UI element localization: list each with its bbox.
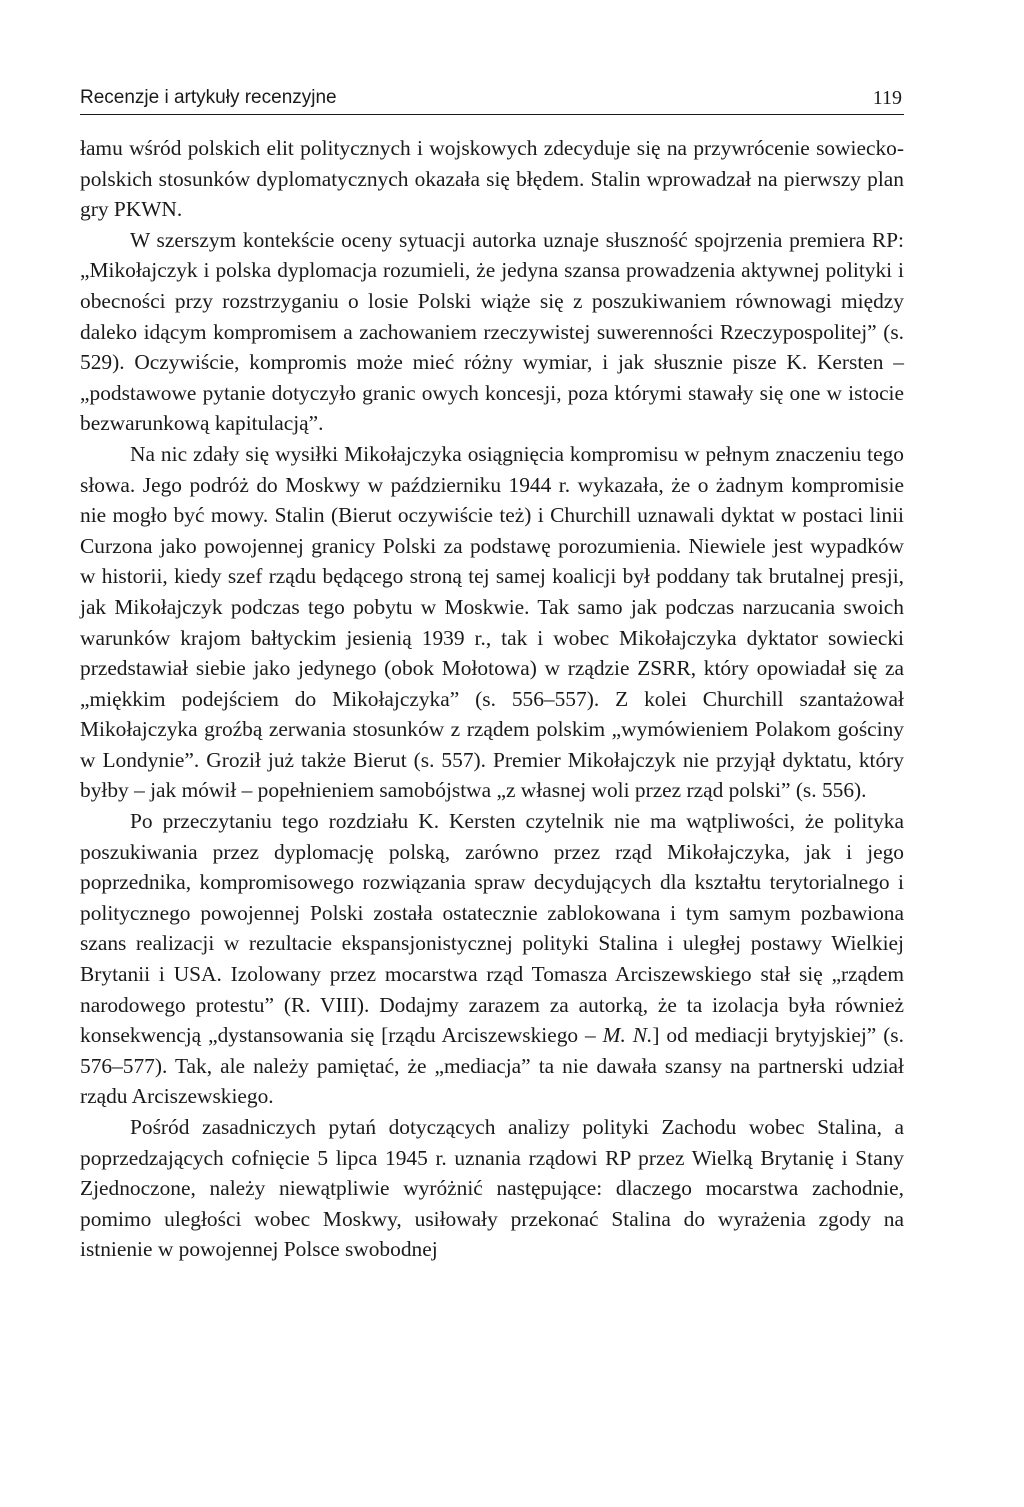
body-text xyxy=(80,133,904,1265)
paragraph-5: Pośród zasadniczych pytań dotyczących analizy polityki Zachodu wobec Stalina, a poprzedzających cofnięcie 5 lipca 1945 r. uznania rządowi RP przez Wielką Brytanię i Stany Zjednoczone, należy niewątpliwie wyróżnić następujące: dlaczego mocarstwa zachodnie, pomimo uległości wobec Moskwy, usiłowały przekonać Stalina do wyrażenia zgody na istnienie w powojennej Polsce swobodnej xyxy=(80,1115,904,1262)
running-header xyxy=(80,86,904,115)
running-title: Recenzje i artykuły recenzyjne xyxy=(80,87,337,108)
paragraph-2: W szerszym kontekście oceny sytuacji autorka uznaje słuszność spojrzenia premiera RP: „Mikołajczyk i polska dyplomacja rozumieli, że jedyna szansa prowadzenia aktywnej polityki i obecności przy rozstrzyganiu o losie Polski wiąże się z poszukiwaniem równowagi między daleko idącym kompromisem a zachowaniem rzeczywistej suwerenności Rzeczypospolitej” (s. 529). Oczywiście, kompromis może mieć różny wymiar, i jak słusznie pisze K. Kersten – „podstawowe pytanie dotyczyło granic owych koncesji, poza którymi stawały się one w istocie bezwarunkową kapitulacją”. xyxy=(80,227,904,436)
paragraph-1: łamu wśród polskich elit politycznych i wojskowych zdecyduje się na przywrócenie sowiecko-polskich stosunków dyplomatycznych okazała się błędem. Stalin wprowadzał na pierwszy plan gry PKWN. xyxy=(80,136,904,222)
paragraph-3: Na nic zdały się wysiłki Mikołajczyka osiągnięcia kompromisu w pełnym znaczeniu tego słowa. Jego podróż do Moskwy w październiku 1944 r. wykazała, że o żadnym kompromisie nie mogło być mowy. Stalin (Bierut oczywiście też) i Churchill uznawali dyktat w postaci linii Curzona jako powojennej granicy Polski za podstawę porozumienia. Niewiele jest wypadków w historii, kiedy szef rządu będącego stroną tej samej koalicji był poddany tak brutalnej presji, jak Mikołajczyk podczas tego pobytu w Moskwie. Tak samo jak podczas narzucania swoich warunków krajom bałtyckim jesienią 1939 r., tak i wobec Mikołajczyka dyktator sowiecki przedstawiał siebie jako jedynego (obok Mołotowa) w rządzie ZSRR, który opowiadał się za „miękkim podejściem do Mikołajczyka” (s. 556–557). Z kolei Churchill szantażował Mikołajczyka groźbą zerwania stosunków z rządem polskim „wymówieniem Polakom gościny w Londynie”. Groził już także Bierut (s. 557). Premier Mikołajczyk nie przyjął dyktatu, który byłby – jak mówił – popełnieniem samobójstwa „z własnej woli przez rząd polski” (s. 556). xyxy=(80,441,904,803)
author-initials: M. N. xyxy=(602,1023,653,1048)
page-number: 119 xyxy=(872,87,902,109)
paragraph-4-text-a: Po przeczytaniu tego rozdziału K. Kersten czytelnik nie ma wątpliwości, że polityka poszukiwania przez dyplomację polską, zarówno przez rząd Mikołajczyka, jak i jego poprzednika, kompromisowego rozwiązania spraw decydujących dla kształtu terytorialnego i politycznego powojennej Polski została ostatecznie zablokowana i tym samym pozbawiona szans realizacji w rezultacie ekspansjonistycznej polityki Stalina i uległej postawy Wielkiej Brytanii i USA. Izolowany przez mocarstwa rząd Tomasza Arciszewskiego stał się „rządem narodowego protestu” (R. VIII). Dodajmy zarazem za autorką, że ta izolacja była również konsekwencją „dystansowania się [rządu Arciszewskiego – xyxy=(80,809,904,1048)
paragraph-4-text-b: ] od mediacji brytyjskiej” (s. 576–577). Tak, ale należy pamiętać, że „mediacja” ta nie dawała szansy na partnerski udział rządu Arciszewskiego. xyxy=(80,1023,904,1109)
paragraph-4 xyxy=(80,806,904,1112)
book-page xyxy=(80,86,904,1265)
